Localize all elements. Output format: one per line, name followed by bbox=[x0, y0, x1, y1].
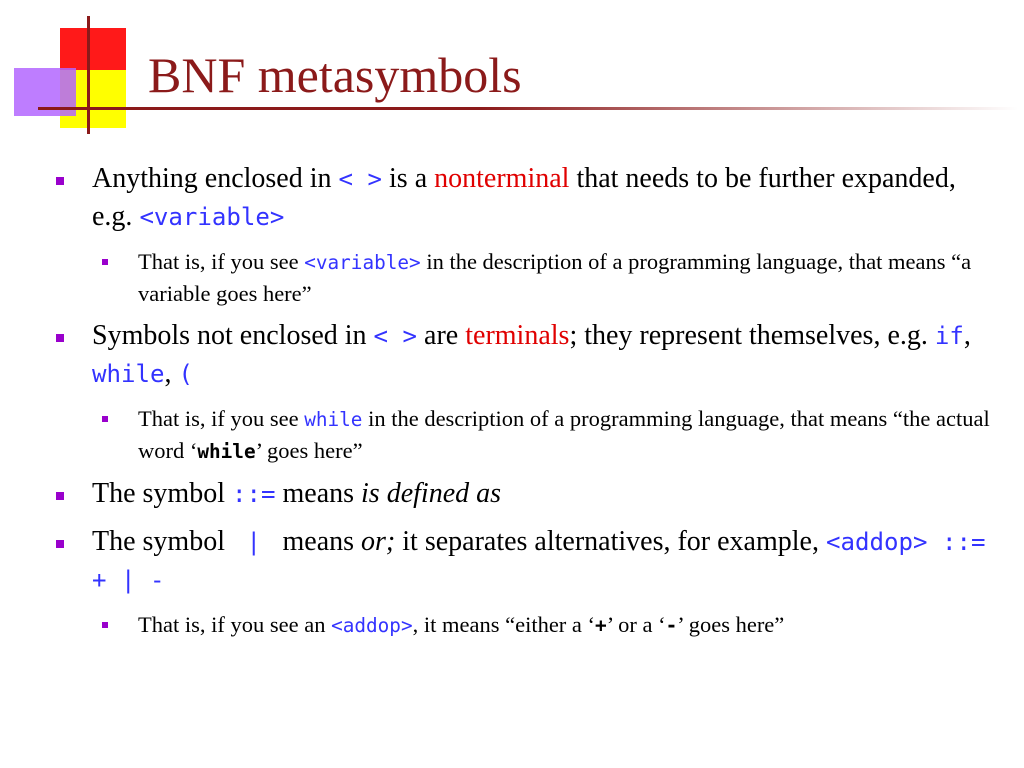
text: ; they represent themselves, e.g. bbox=[569, 320, 935, 351]
sub-bullet-addop bbox=[102, 609, 1001, 641]
code-while: while bbox=[92, 360, 165, 388]
text: ’ or a ‘ bbox=[606, 612, 666, 637]
term-terminals: terminals bbox=[465, 320, 570, 351]
logo-vertical-line bbox=[87, 16, 90, 134]
text: that needs to be further expanded, e.g. bbox=[92, 163, 956, 232]
code-angle-brackets: < > bbox=[338, 165, 383, 193]
code-addop: <addop> bbox=[331, 614, 413, 637]
term-nonterminal: nonterminal bbox=[434, 163, 570, 194]
code-angle-brackets: < > bbox=[373, 322, 418, 350]
text: , bbox=[164, 358, 179, 389]
code-if: if bbox=[934, 322, 964, 350]
italic-or: or; bbox=[361, 526, 396, 557]
text: Symbols not enclosed in bbox=[92, 320, 374, 351]
text: ’ goes here” bbox=[255, 438, 363, 463]
code-defined-as: ::= bbox=[232, 480, 276, 508]
slide-title: BNF metasymbols bbox=[148, 47, 522, 103]
code-plus: + bbox=[595, 614, 607, 637]
text: are bbox=[417, 320, 466, 351]
code-minus: - bbox=[665, 614, 678, 637]
slide-logo-decoration bbox=[0, 0, 140, 140]
sub-bullet-while bbox=[102, 403, 1001, 467]
text: That is, if you see bbox=[138, 249, 305, 274]
text: The symbol bbox=[92, 478, 232, 509]
text: ’ goes here” bbox=[677, 612, 785, 637]
title-underline bbox=[38, 107, 1018, 110]
text: it separates alternatives, for example, bbox=[395, 526, 826, 557]
text: That is, if you see an bbox=[138, 612, 332, 637]
bullet-defined-as bbox=[56, 475, 1001, 513]
text: , it means “either a ‘ bbox=[412, 612, 596, 637]
bullet-nonterminal bbox=[56, 160, 1001, 236]
text: Anything enclosed in bbox=[92, 163, 339, 194]
italic-is-defined-as: is defined as bbox=[361, 478, 502, 509]
sub-bullet-variable bbox=[102, 246, 1001, 309]
code-while-bold: while bbox=[197, 440, 256, 463]
bullet-terminals bbox=[56, 317, 1001, 393]
text: That is, if you see bbox=[138, 406, 305, 431]
text: in the description of a programming language, that means “the actual word ‘ bbox=[138, 406, 990, 463]
code-while: while bbox=[304, 408, 363, 431]
code-variable: <variable> bbox=[304, 251, 421, 274]
text: means bbox=[275, 478, 362, 509]
bullet-alternatives bbox=[56, 523, 1001, 599]
text: The symbol bbox=[92, 526, 232, 557]
text: in the description of a programming language, that means “a variable goes here” bbox=[138, 249, 972, 306]
text: is a bbox=[382, 163, 435, 194]
code-pipe: | bbox=[232, 528, 276, 556]
text: , bbox=[963, 320, 971, 351]
slide-content bbox=[56, 160, 1001, 649]
code-variable: <variable> bbox=[139, 203, 285, 231]
code-addop-rule: <addop> ::= + | - bbox=[92, 528, 986, 594]
code-paren: ( bbox=[178, 360, 193, 388]
text: means bbox=[275, 526, 362, 557]
